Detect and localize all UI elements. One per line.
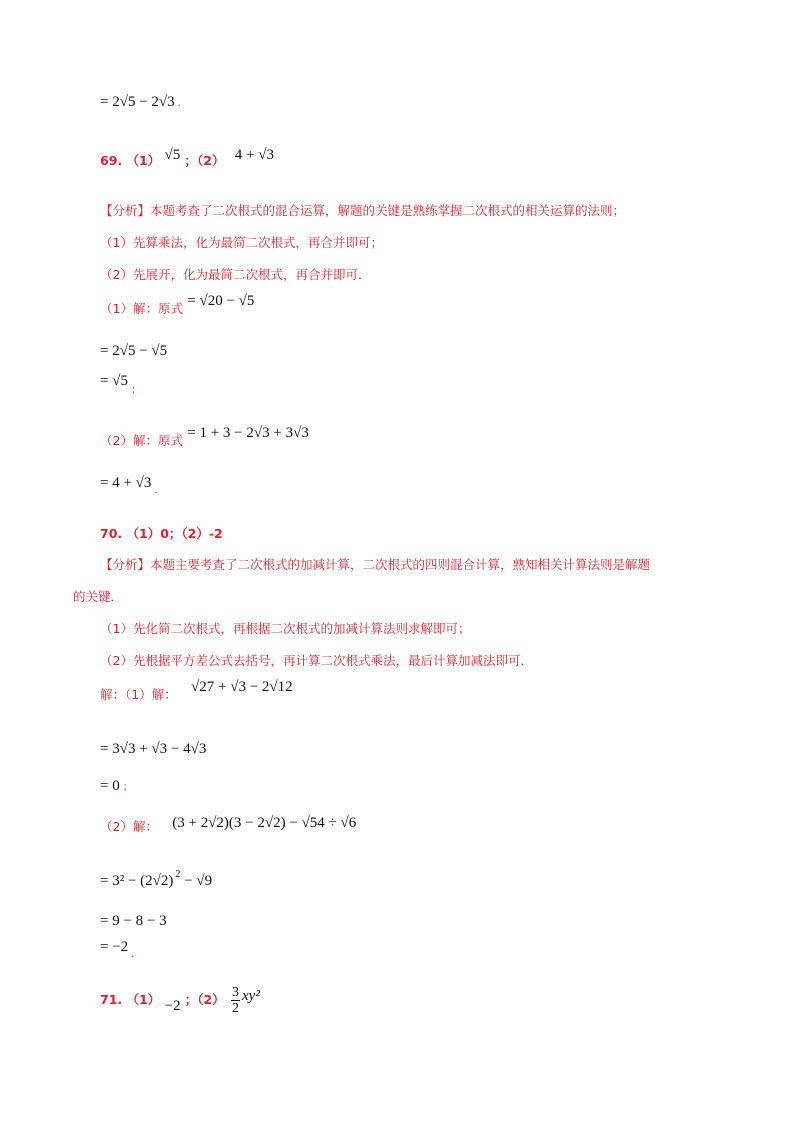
math-expression: = 2√5 − √5 (100, 343, 168, 359)
solution-label: （1）解：原式 (100, 301, 183, 316)
fraction-numerator: 3 (232, 985, 240, 1000)
math-expression: = 9 − 8 − 3 (100, 913, 167, 929)
math-expression: = √20 − √5 (187, 293, 255, 309)
analysis-text: 【分析】本题主要考查了二次根式的加减计算，二次根式的四则混合计算，熟知相关计算法则是解题 (100, 557, 651, 572)
equation-line (100, 777, 133, 797)
answer-heading-71 (100, 985, 260, 1016)
equation-line (100, 342, 167, 360)
analysis-text: 【分析】本题考查了二次根式的混合运算，解题的关键是熟练掌握二次根式的相关运算的法则； (100, 203, 626, 218)
answer-part-2: 4 + √3 (234, 147, 274, 163)
solution-label: （2）解： (100, 819, 158, 834)
solution-line (100, 293, 255, 318)
answer-heading-70: 70. （1）0；（2）-2 (100, 526, 223, 541)
solution-line (100, 815, 357, 836)
punctuation: . (177, 98, 181, 109)
math-expression: = 4 + √3 (100, 475, 152, 491)
solution-label: （2）解：原式 (100, 433, 183, 448)
answer-heading-69 (100, 147, 274, 170)
math-expression: = 0 (100, 778, 120, 794)
math-expression: = 1 + 3 − 2√3 + 3√3 (187, 425, 309, 441)
punctuation: ； (130, 385, 141, 396)
equation-line (100, 474, 158, 494)
step-text: （2）先根据平方差公式去括号，再计算二次根式乘法，最后计算加减法即可． (100, 653, 533, 668)
equation-line (100, 372, 141, 396)
separator: ；（2） (184, 153, 225, 168)
math-expression: = √5 (100, 373, 128, 389)
punctuation: ； (122, 782, 133, 793)
punctuation: . (154, 485, 158, 496)
equation-line (100, 912, 167, 930)
math-expression: √27 + √3 − 2√12 (191, 679, 293, 695)
step-text: （2）先展开，化为最简二次根式，再合并即可． (100, 267, 371, 282)
math-expression: xy² (242, 988, 260, 1004)
exponent: 2 (175, 869, 181, 880)
equation-line (100, 93, 181, 113)
solution-line (100, 679, 293, 704)
answer-part-1: −2 (164, 998, 181, 1014)
analysis-text: 的关键． (73, 589, 124, 604)
solution-label: 解：（1）解： (100, 687, 177, 702)
step-text: （1）先化简二次根式，再根据二次根式的加减计算法则求解即可； (100, 621, 471, 636)
math-expression: (3 + 2√2)(3 − 2√2) − √54 ÷ √6 (172, 815, 357, 831)
equation-line (100, 938, 134, 958)
fraction-denominator: 2 (232, 1001, 240, 1016)
step-text: （1）先算乘法，化为最简二次根式，再合并即可； (100, 235, 383, 250)
math-expression: − √9 (180, 873, 213, 889)
fraction (231, 985, 240, 1016)
solution-line (100, 425, 309, 450)
punctuation: . (131, 949, 135, 960)
equation-line (100, 740, 206, 758)
question-number: 71. （1） (100, 992, 161, 1007)
math-expression: = 3² − (2√2) (100, 873, 174, 889)
math-expression: = 2√5 − 2√3 (100, 94, 175, 110)
question-number: 69. （1） (100, 153, 161, 168)
separator: ；（2） (184, 992, 225, 1007)
math-expression: = −2 (100, 939, 129, 955)
math-expression: = 3√3 + √3 − 4√3 (100, 741, 207, 757)
equation-line (100, 869, 213, 892)
answer-part-1: √5 (164, 147, 181, 163)
